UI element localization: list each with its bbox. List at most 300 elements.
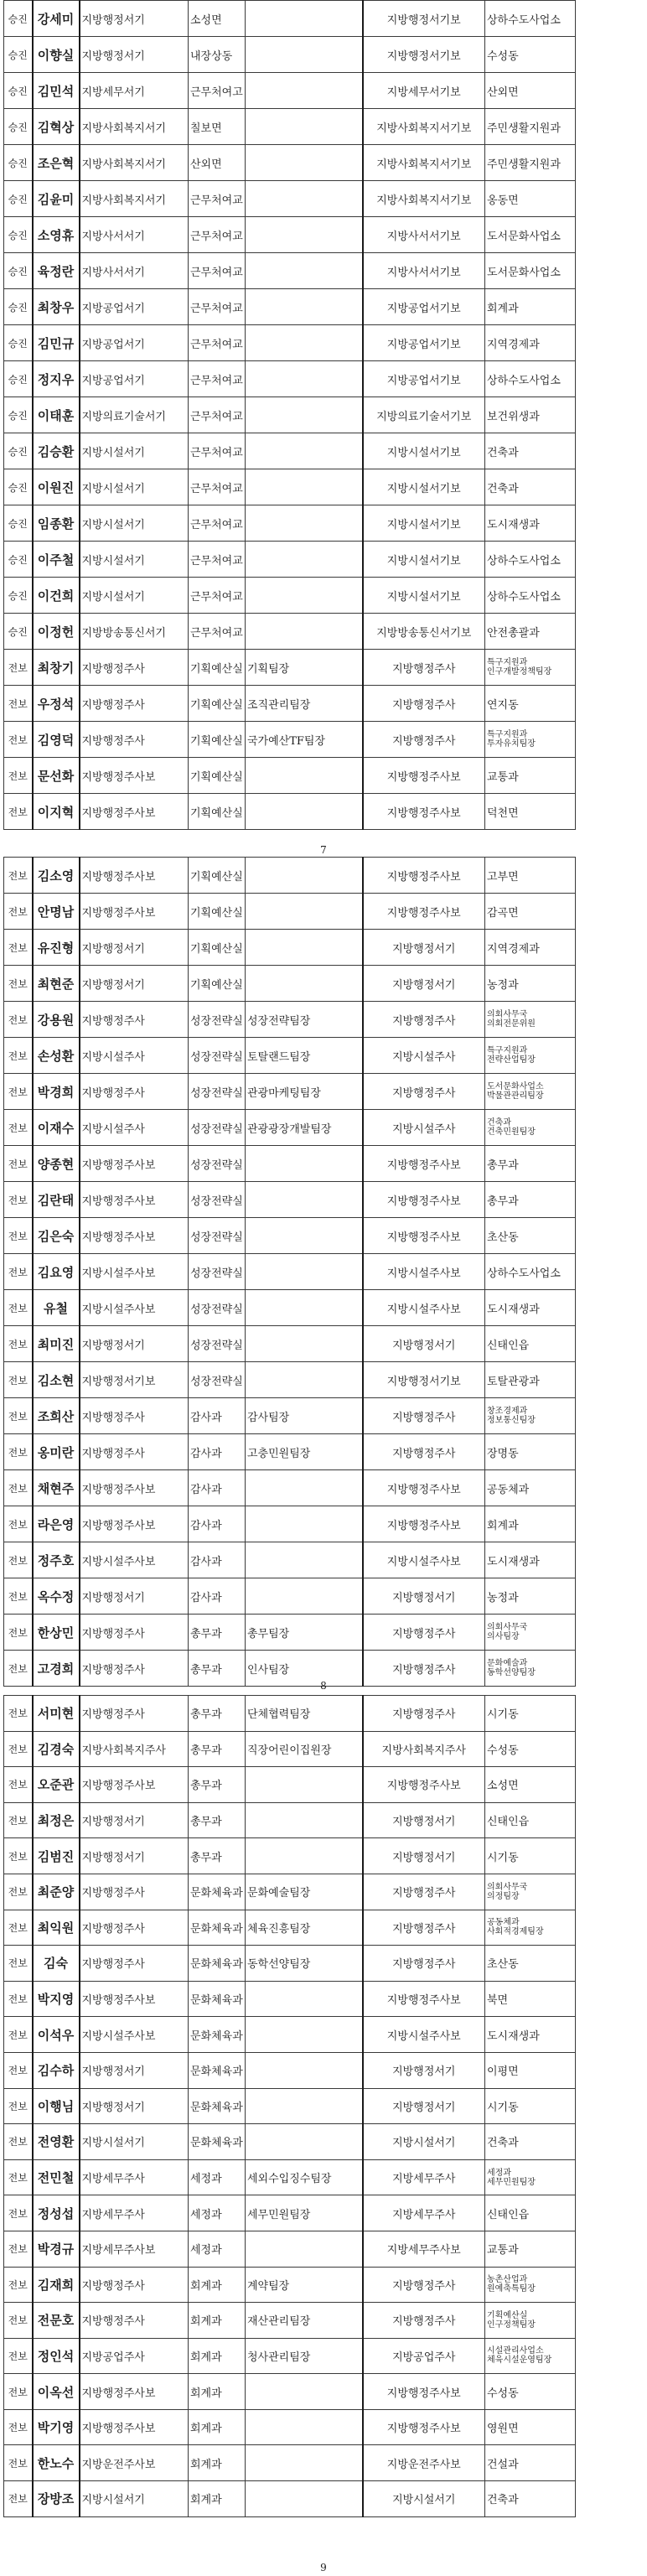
person-name-cell: 김은숙 (33, 1218, 80, 1254)
table-row (4, 650, 576, 686)
current-department-cell: 문화체육과 (189, 2124, 246, 2160)
new-assignment-cell: 상하수도사업소 (485, 578, 576, 614)
assignment-line: 농촌산업과 (487, 2275, 528, 2285)
current-grade-cell: 지방행정주사 (80, 1651, 189, 1687)
table-row (4, 73, 576, 109)
table-row (4, 109, 576, 145)
assignment-line: 특구지원과 (487, 730, 528, 739)
action-type-cell: 전보 (4, 1182, 33, 1218)
current-team-cell (246, 145, 363, 181)
new-assignment-cell: 건축과 (485, 2124, 576, 2160)
new-grade-cell: 지방행정서기보 (363, 37, 485, 73)
action-type-cell: 승진 (4, 181, 33, 217)
current-team-cell (246, 894, 363, 930)
table-row (4, 1002, 576, 1038)
current-department-cell: 성장전략실 (189, 1362, 246, 1398)
table-row (4, 325, 576, 361)
new-grade-cell: 지방사회복지주사 (363, 1731, 485, 1767)
table-row (4, 1362, 576, 1398)
person-name-cell: 한노수 (33, 2445, 80, 2481)
table-row (4, 2124, 576, 2160)
person-name-cell: 김혁상 (33, 109, 80, 145)
new-grade-cell: 지방공업서기보 (363, 361, 485, 397)
current-team-cell (246, 1542, 363, 1578)
current-department-cell: 성장전략실 (189, 1182, 246, 1218)
new-grade-cell: 지방시설서기 (363, 2481, 485, 2517)
current-grade-cell: 지방시설서기 (80, 469, 189, 505)
assignment-line: 시설관리사업소 (487, 2346, 544, 2356)
person-name-cell: 이태훈 (33, 397, 80, 433)
person-name-cell: 최준양 (33, 1874, 80, 1910)
current-department-cell: 성장전략실 (189, 1002, 246, 1038)
new-grade-cell: 지방행정주사보 (363, 1470, 485, 1506)
new-assignment-cell (485, 650, 576, 686)
person-name-cell: 이주철 (33, 542, 80, 578)
new-grade-cell: 지방행정서기 (363, 1838, 485, 1874)
table-row (4, 2159, 576, 2195)
assignment-line: 원예축특팀장 (487, 2284, 536, 2294)
action-type-cell: 전보 (4, 930, 33, 966)
current-team-cell: 고충민원팀장 (246, 1434, 363, 1470)
new-grade-cell: 지방행정주사보 (363, 794, 485, 830)
action-type-cell: 전보 (4, 1074, 33, 1110)
new-grade-cell: 지방시설주사 (363, 1110, 485, 1146)
table-row (4, 1434, 576, 1470)
current-grade-cell: 지방시설서기 (80, 578, 189, 614)
action-type-cell: 전보 (4, 1218, 33, 1254)
person-name-cell: 조희산 (33, 1398, 80, 1434)
new-assignment-cell (485, 1874, 576, 1910)
assignment-line: 의정팀장 (487, 1891, 520, 1901)
table-row (4, 1038, 576, 1074)
current-grade-cell: 지방시설주사보 (80, 2017, 189, 2053)
current-team-cell (246, 433, 363, 469)
action-type-cell: 전보 (4, 1981, 33, 2017)
current-grade-cell: 지방행정주사 (80, 1615, 189, 1651)
current-department-cell: 세정과 (189, 2231, 246, 2267)
person-name-cell: 이건희 (33, 578, 80, 614)
new-assignment-cell: 북면 (485, 1981, 576, 2017)
person-name-cell: 강용원 (33, 1002, 80, 1038)
table-row (4, 1146, 576, 1182)
person-name-cell: 김소영 (33, 858, 80, 894)
action-type-cell: 전보 (4, 1874, 33, 1910)
new-assignment-cell: 공동체과 (485, 1470, 576, 1506)
action-type-cell: 승진 (4, 361, 33, 397)
current-team-cell (246, 1290, 363, 1326)
current-department-cell: 감사과 (189, 1506, 246, 1542)
current-team-cell: 직장어린이집원장 (246, 1731, 363, 1767)
current-grade-cell: 지방행정서기 (80, 1802, 189, 1838)
new-assignment-cell: 시기동 (485, 1838, 576, 1874)
current-grade-cell: 지방행정주사 (80, 1434, 189, 1470)
current-team-cell: 체육진흥팀장 (246, 1910, 363, 1946)
assignment-line: 특구지원과 (487, 658, 528, 667)
new-grade-cell: 지방사회복지서기보 (363, 145, 485, 181)
assignment-line: 투자유치팀장 (487, 739, 536, 749)
current-department-cell: 칠보면 (189, 109, 246, 145)
current-team-cell: 문화예술팀장 (246, 1874, 363, 1910)
assignment-line: 창조경제과 (487, 1407, 528, 1416)
current-department-cell: 성장전략실 (189, 1218, 246, 1254)
new-grade-cell: 지방행정주사보 (363, 1146, 485, 1182)
action-type-cell: 승진 (4, 289, 33, 325)
current-grade-cell: 지방시설서기 (80, 2481, 189, 2517)
person-name-cell: 정성섭 (33, 2195, 80, 2231)
new-grade-cell: 지방시설서기보 (363, 542, 485, 578)
action-type-cell: 전보 (4, 1146, 33, 1182)
current-grade-cell: 지방행정서기 (80, 1578, 189, 1615)
action-type-cell: 전보 (4, 1910, 33, 1946)
table-row (4, 2338, 576, 2374)
current-team-cell (246, 1218, 363, 1254)
current-grade-cell: 지방공업서기 (80, 325, 189, 361)
current-department-cell: 문화체육과 (189, 1981, 246, 2017)
person-name-cell: 오준관 (33, 1767, 80, 1803)
person-name-cell: 손성환 (33, 1038, 80, 1074)
current-department-cell: 근무처여교 (189, 614, 246, 650)
action-type-cell: 전보 (4, 1110, 33, 1146)
new-assignment-cell (485, 1398, 576, 1434)
current-department-cell: 감사과 (189, 1470, 246, 1506)
action-type-cell: 전보 (4, 1254, 33, 1290)
current-grade-cell: 지방시설서기 (80, 433, 189, 469)
new-grade-cell: 지방행정주사보 (363, 894, 485, 930)
action-type-cell: 전보 (4, 1434, 33, 1470)
current-grade-cell: 지방시설주사 (80, 1110, 189, 1146)
assignment-line: 의사팀장 (487, 1632, 520, 1641)
person-name-cell: 전민철 (33, 2159, 80, 2195)
current-grade-cell: 지방사회복지서기 (80, 109, 189, 145)
assignment-line: 동학선양팀장 (487, 1668, 536, 1677)
current-department-cell: 근무처여교 (189, 253, 246, 289)
new-grade-cell: 지방행정서기 (363, 2052, 485, 2088)
current-team-cell: 단체협력팀장 (246, 1696, 363, 1732)
current-grade-cell: 지방사회복지주사 (80, 1731, 189, 1767)
current-department-cell: 성장전략실 (189, 1074, 246, 1110)
new-grade-cell: 지방행정주사보 (363, 1981, 485, 2017)
person-name-cell: 김란태 (33, 1182, 80, 1218)
person-name-cell: 이지혁 (33, 794, 80, 830)
person-name-cell: 채현주 (33, 1470, 80, 1506)
current-department-cell: 근무처여교 (189, 361, 246, 397)
current-team-cell (246, 1981, 363, 2017)
person-name-cell: 한상민 (33, 1615, 80, 1651)
current-grade-cell: 지방시설주사보 (80, 1542, 189, 1578)
new-assignment-cell: 상하수도사업소 (485, 542, 576, 578)
new-grade-cell: 지방행정주사 (363, 686, 485, 722)
action-type-cell: 전보 (4, 1767, 33, 1803)
person-name-cell: 김승환 (33, 433, 80, 469)
current-grade-cell: 지방시설주사보 (80, 1254, 189, 1290)
new-grade-cell: 지방행정주사보 (363, 1767, 485, 1803)
new-assignment-cell: 지역경제과 (485, 325, 576, 361)
new-assignment-cell: 초산동 (485, 1218, 576, 1254)
assignment-line: 의회전문위원 (487, 1019, 536, 1029)
new-grade-cell: 지방시설주사보 (363, 2017, 485, 2053)
new-grade-cell: 지방행정주사보 (363, 1506, 485, 1542)
current-team-cell (246, 1182, 363, 1218)
new-assignment-cell (485, 1615, 576, 1651)
person-name-cell: 김소현 (33, 1362, 80, 1398)
action-type-cell: 승진 (4, 397, 33, 433)
new-assignment-cell: 주민생활지원과 (485, 109, 576, 145)
table-row (4, 686, 576, 722)
new-grade-cell: 지방행정주사 (363, 2303, 485, 2339)
new-grade-cell: 지방시설서기 (363, 2124, 485, 2160)
action-type-cell: 전보 (4, 2374, 33, 2410)
new-assignment-cell: 덕천면 (485, 794, 576, 830)
new-grade-cell: 지방행정주사 (363, 2267, 485, 2303)
assignment-line: 정보통신팀장 (487, 1416, 536, 1425)
assignment-line: 인구정책팀장 (487, 2319, 536, 2330)
current-grade-cell: 지방세무서기 (80, 73, 189, 109)
new-assignment-cell: 총무과 (485, 1146, 576, 1182)
current-department-cell: 총무과 (189, 1838, 246, 1874)
current-department-cell: 기획예산실 (189, 686, 246, 722)
current-department-cell: 근무처여교 (189, 397, 246, 433)
current-department-cell: 근무처여고 (189, 73, 246, 109)
person-name-cell: 정인석 (33, 2338, 80, 2374)
current-team-cell (246, 614, 363, 650)
person-name-cell: 최창우 (33, 289, 80, 325)
current-team-cell (246, 1362, 363, 1398)
action-type-cell: 전보 (4, 1542, 33, 1578)
current-department-cell: 감사과 (189, 1578, 246, 1615)
table-row (4, 1767, 576, 1803)
person-name-cell: 이석우 (33, 2017, 80, 2053)
current-team-cell (246, 37, 363, 73)
new-grade-cell: 지방시설주사보 (363, 1542, 485, 1578)
new-grade-cell: 지방행정주사보 (363, 1218, 485, 1254)
table-row (4, 1506, 576, 1542)
current-grade-cell: 지방세무주사 (80, 2159, 189, 2195)
current-team-cell: 토탈랜드팀장 (246, 1038, 363, 1074)
current-department-cell: 기획예산실 (189, 650, 246, 686)
assignment-line: 전략산업팀장 (487, 1055, 536, 1065)
new-assignment-cell: 도서문화사업소 (485, 217, 576, 253)
action-type-cell: 전보 (4, 650, 33, 686)
current-team-cell (246, 73, 363, 109)
action-type-cell: 승진 (4, 614, 33, 650)
current-department-cell: 세정과 (189, 2159, 246, 2195)
person-name-cell: 최익원 (33, 1910, 80, 1946)
action-type-cell: 전보 (4, 722, 33, 758)
assignment-line: 기획예산실 (487, 2310, 528, 2320)
action-type-cell: 전보 (4, 2088, 33, 2124)
current-team-cell (246, 1802, 363, 1838)
new-assignment-cell: 주민생활지원과 (485, 145, 576, 181)
action-type-cell: 전보 (4, 2481, 33, 2517)
table-row (4, 2374, 576, 2410)
table-row (4, 1, 576, 37)
new-assignment-cell: 감곡면 (485, 894, 576, 930)
action-type-cell: 승진 (4, 37, 33, 73)
current-grade-cell: 지방행정서기보 (80, 1362, 189, 1398)
new-assignment-cell: 상하수도사업소 (485, 1, 576, 37)
current-grade-cell: 지방사회복지서기 (80, 181, 189, 217)
person-name-cell: 박경규 (33, 2231, 80, 2267)
table-row (4, 2445, 576, 2481)
current-department-cell: 근무처여교 (189, 469, 246, 505)
current-department-cell: 문화체육과 (189, 1874, 246, 1910)
new-assignment-cell: 상하수도사업소 (485, 1254, 576, 1290)
current-team-cell: 관광마케팅팀장 (246, 1074, 363, 1110)
new-grade-cell: 지방행정주사보 (363, 758, 485, 794)
current-team-cell (246, 542, 363, 578)
table-row (4, 1290, 576, 1326)
new-grade-cell: 지방행정주사 (363, 650, 485, 686)
current-team-cell: 세외수입징수팀장 (246, 2159, 363, 2195)
action-type-cell: 전보 (4, 1615, 33, 1651)
current-department-cell: 기획예산실 (189, 794, 246, 830)
person-name-cell: 김재희 (33, 2267, 80, 2303)
current-team-cell: 성장전략팀장 (246, 1002, 363, 1038)
current-grade-cell: 지방행정서기 (80, 37, 189, 73)
current-team-cell: 조직관리팀장 (246, 686, 363, 722)
new-grade-cell: 지방행정주사 (363, 722, 485, 758)
new-assignment-cell: 교통과 (485, 2231, 576, 2267)
table-row (4, 2088, 576, 2124)
new-assignment-cell: 초산동 (485, 1946, 576, 1982)
new-assignment-cell: 시기동 (485, 1696, 576, 1732)
new-grade-cell: 지방시설주사보 (363, 1254, 485, 1290)
table-row (4, 2481, 576, 2517)
current-team-cell (246, 1146, 363, 1182)
current-grade-cell: 지방행정주사 (80, 2267, 189, 2303)
current-grade-cell: 지방공업주사 (80, 2338, 189, 2374)
action-type-cell: 전보 (4, 1002, 33, 1038)
table-row (4, 2195, 576, 2231)
current-department-cell: 근무처여교 (189, 542, 246, 578)
new-grade-cell: 지방행정서기 (363, 1802, 485, 1838)
current-department-cell: 문화체육과 (189, 2088, 246, 2124)
person-name-cell: 김영덕 (33, 722, 80, 758)
current-grade-cell: 지방행정주사 (80, 1910, 189, 1946)
current-team-cell (246, 2017, 363, 2053)
new-grade-cell: 지방행정주사보 (363, 858, 485, 894)
action-type-cell: 전보 (4, 2338, 33, 2374)
current-team-cell (246, 397, 363, 433)
table-row (4, 181, 576, 217)
action-type-cell: 승진 (4, 145, 33, 181)
current-grade-cell: 지방행정서기 (80, 930, 189, 966)
person-name-cell: 김숙 (33, 1946, 80, 1982)
person-name-cell: 조은혁 (33, 145, 80, 181)
person-name-cell: 박지영 (33, 1981, 80, 2017)
new-assignment-cell: 교통과 (485, 758, 576, 794)
table-row (4, 1946, 576, 1982)
current-team-cell (246, 966, 363, 1002)
person-name-cell: 안명남 (33, 894, 80, 930)
new-grade-cell: 지방세무주사 (363, 2159, 485, 2195)
person-name-cell: 우정석 (33, 686, 80, 722)
new-grade-cell: 지방행정주사 (363, 1002, 485, 1038)
current-team-cell: 감사팀장 (246, 1398, 363, 1434)
current-department-cell: 감사과 (189, 1542, 246, 1578)
current-department-cell: 문화체육과 (189, 1910, 246, 1946)
table-row (4, 2017, 576, 2053)
action-type-cell: 승진 (4, 505, 33, 542)
new-grade-cell: 지방행정주사 (363, 1946, 485, 1982)
current-team-cell (246, 2052, 363, 2088)
new-assignment-cell: 연지동 (485, 686, 576, 722)
new-assignment-cell: 도시재생과 (485, 505, 576, 542)
assignment-line: 공동체과 (487, 1918, 520, 1928)
person-name-cell: 장방조 (33, 2481, 80, 2517)
action-type-cell: 전보 (4, 2052, 33, 2088)
current-team-cell (246, 1254, 363, 1290)
action-type-cell: 전보 (4, 858, 33, 894)
action-type-cell: 전보 (4, 1578, 33, 1615)
table-row (4, 1910, 576, 1946)
table-row (4, 2231, 576, 2267)
new-grade-cell: 지방행정주사보 (363, 1182, 485, 1218)
new-assignment-cell (485, 1002, 576, 1038)
person-name-cell: 임종환 (33, 505, 80, 542)
current-department-cell: 근무처여교 (189, 578, 246, 614)
current-department-cell: 근무처여교 (189, 325, 246, 361)
current-grade-cell: 지방시설주사 (80, 1038, 189, 1074)
current-department-cell: 기획예산실 (189, 930, 246, 966)
new-grade-cell: 지방사서서기보 (363, 253, 485, 289)
current-grade-cell: 지방행정주사보 (80, 1506, 189, 1542)
new-assignment-cell: 이평면 (485, 2052, 576, 2088)
table-row (4, 1615, 576, 1651)
action-type-cell: 승진 (4, 109, 33, 145)
current-grade-cell: 지방행정주사 (80, 1002, 189, 1038)
new-grade-cell: 지방세무주사 (363, 2195, 485, 2231)
current-grade-cell: 지방행정서기 (80, 2088, 189, 2124)
assignment-line: 박물관관리팀장 (487, 1091, 544, 1101)
current-team-cell (246, 505, 363, 542)
current-grade-cell: 지방시설서기 (80, 2124, 189, 2160)
table-row (4, 37, 576, 73)
table-row (4, 722, 576, 758)
current-department-cell: 회계과 (189, 2409, 246, 2445)
current-grade-cell: 지방공업서기 (80, 361, 189, 397)
current-department-cell: 감사과 (189, 1434, 246, 1470)
current-grade-cell: 지방시설주사보 (80, 1290, 189, 1326)
current-grade-cell: 지방행정주사 (80, 1874, 189, 1910)
table-row (4, 858, 576, 894)
person-name-cell: 라은영 (33, 1506, 80, 1542)
current-department-cell: 회계과 (189, 2481, 246, 2517)
action-type-cell: 전보 (4, 686, 33, 722)
assignment-line: 체육시설운영팀장 (487, 2356, 552, 2366)
action-type-cell: 전보 (4, 1038, 33, 1074)
current-department-cell: 성장전략실 (189, 1326, 246, 1362)
current-grade-cell: 지방행정주사보 (80, 858, 189, 894)
new-assignment-cell: 신태인읍 (485, 2195, 576, 2231)
table-row (4, 1542, 576, 1578)
person-name-cell: 김민규 (33, 325, 80, 361)
new-assignment-cell (485, 1038, 576, 1074)
assignment-line: 도서문화사업소 (487, 1082, 544, 1091)
assignment-line: 의회사무국 (487, 1882, 528, 1892)
new-grade-cell: 지방행정주사 (363, 1651, 485, 1687)
new-assignment-cell: 도시재생과 (485, 2017, 576, 2053)
new-assignment-cell: 옹동면 (485, 181, 576, 217)
person-name-cell: 정지우 (33, 361, 80, 397)
current-grade-cell: 지방행정주사보 (80, 2374, 189, 2410)
new-assignment-cell: 수성동 (485, 2374, 576, 2410)
action-type-cell: 전보 (4, 2017, 33, 2053)
current-grade-cell: 지방사서서기 (80, 253, 189, 289)
current-team-cell (246, 2374, 363, 2410)
roster-table (3, 857, 576, 1687)
new-assignment-cell (485, 2303, 576, 2339)
